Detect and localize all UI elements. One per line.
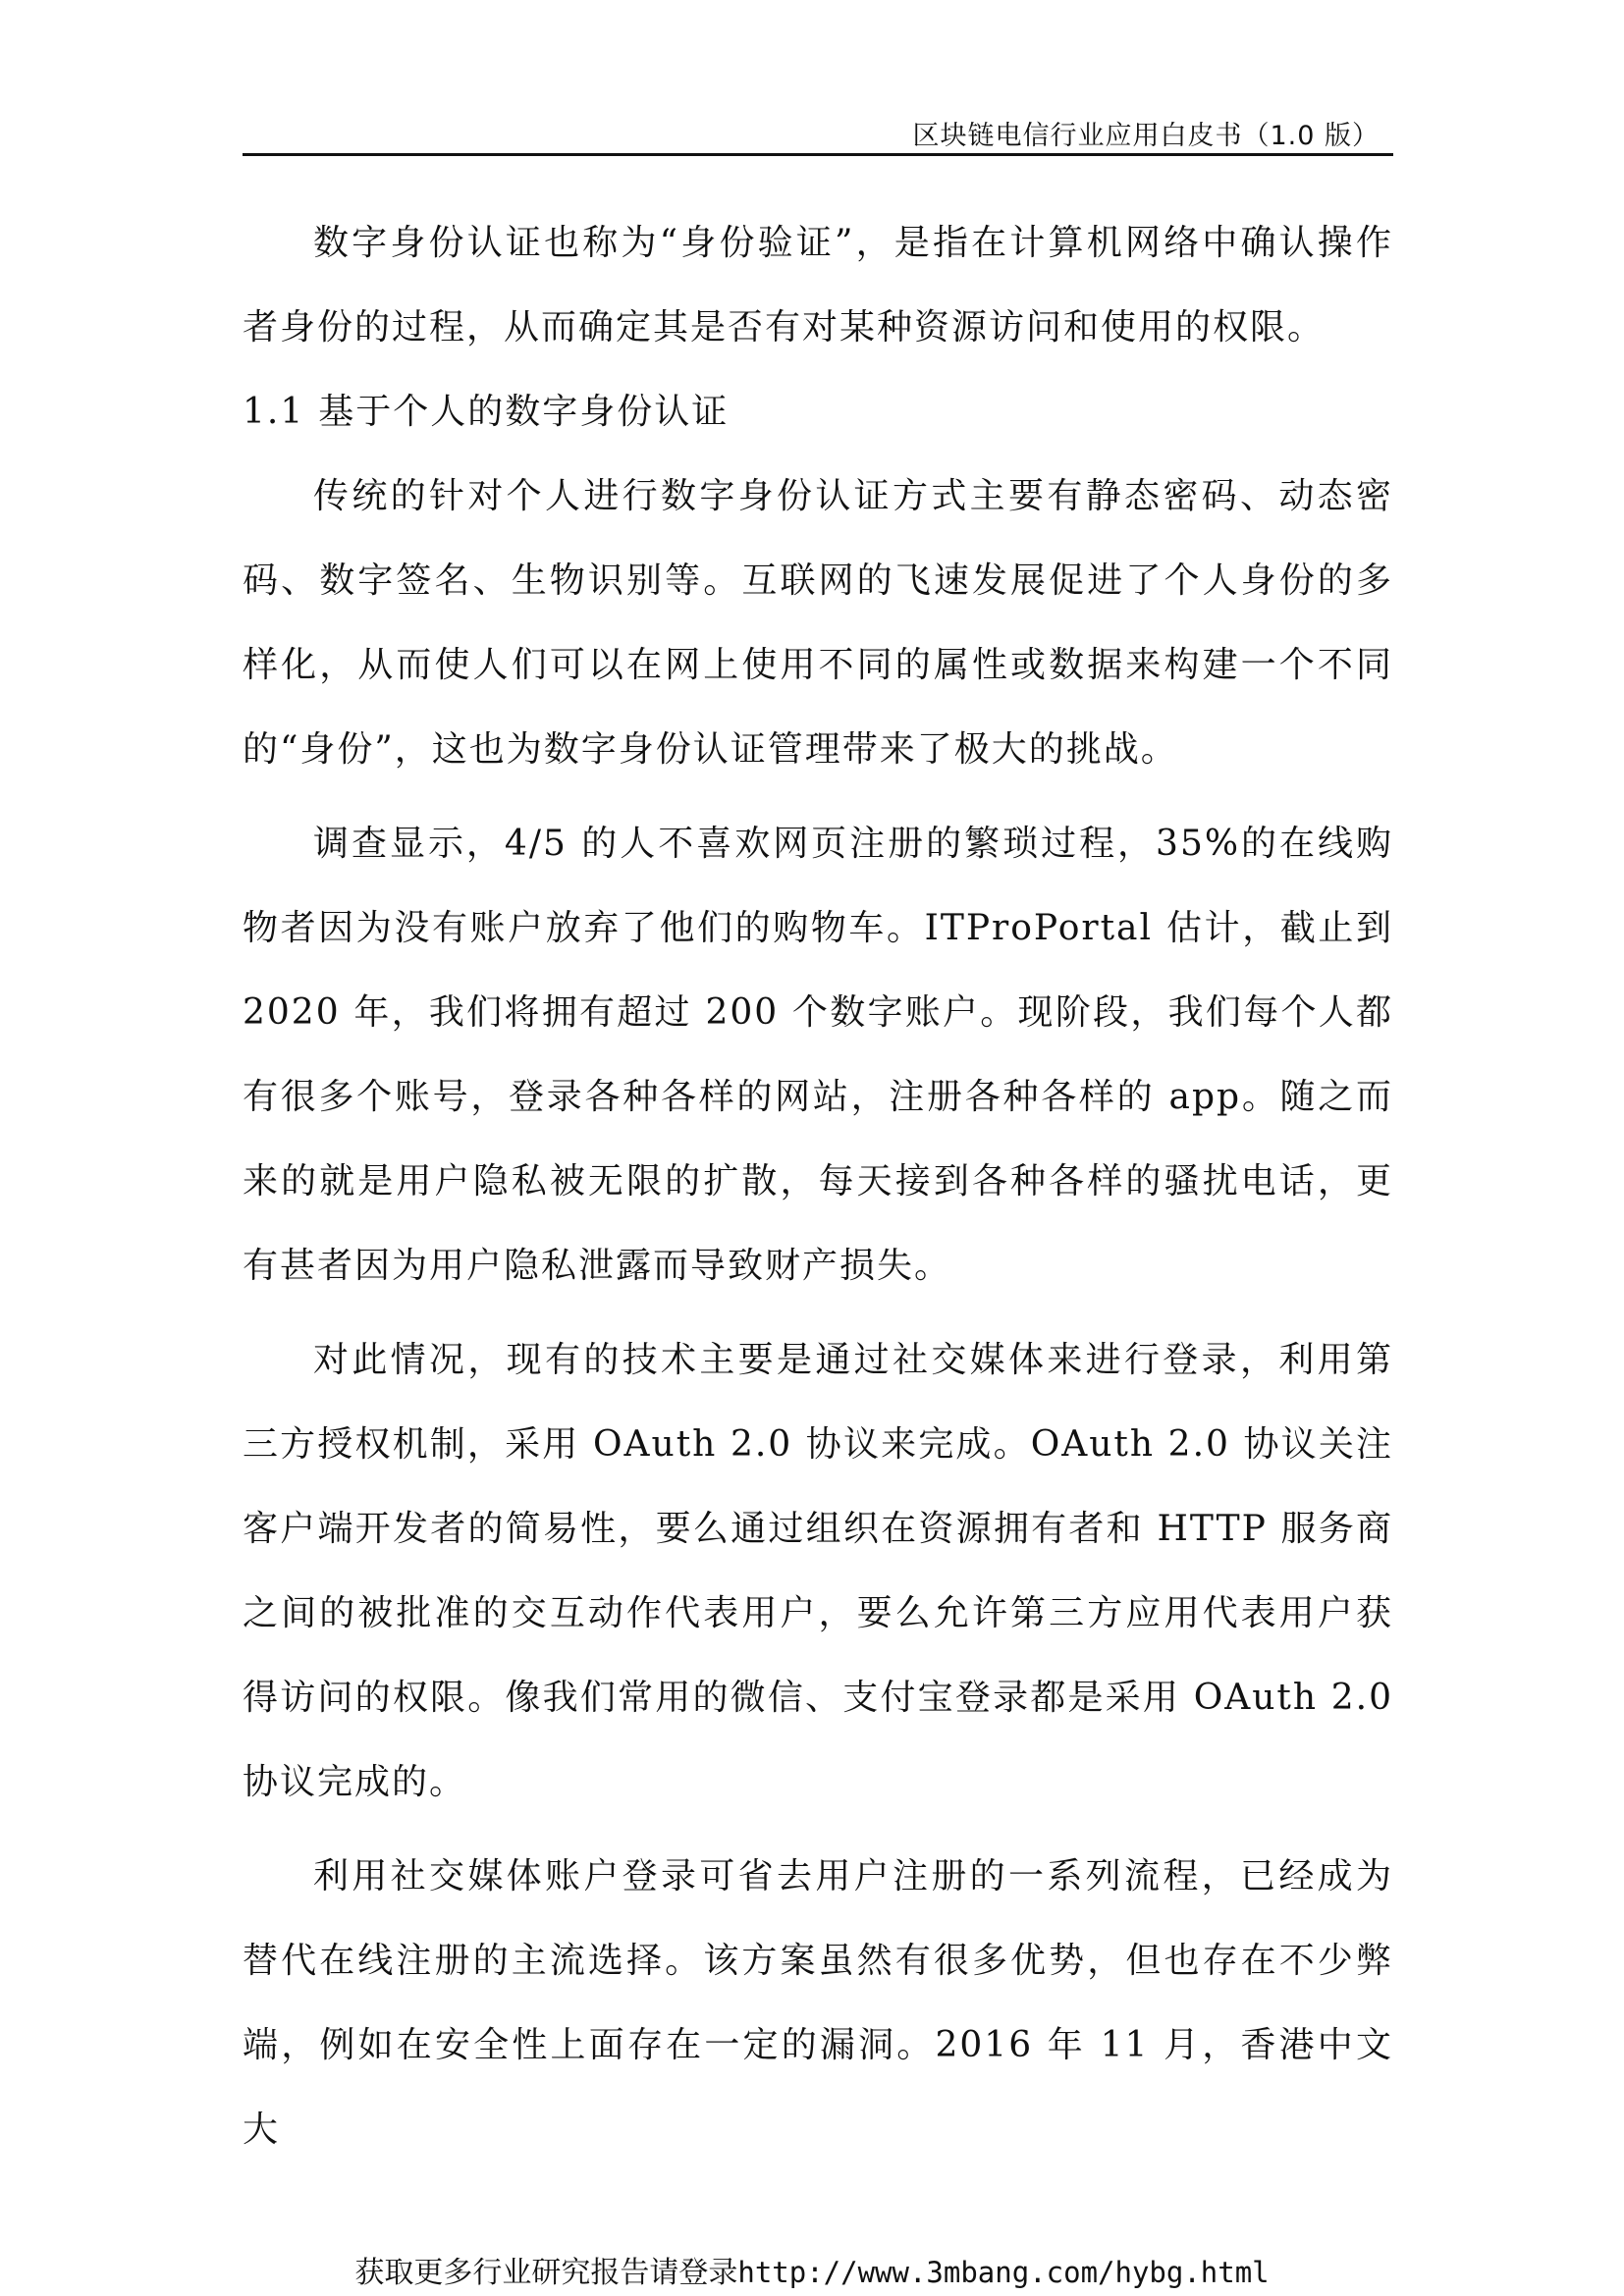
- paragraph-1: 传统的针对个人进行数字身份认证方式主要有静态密码、动态密码、数字签名、生物识别等。互联网的飞速发展促进了个人身份的多样化，从而使人们可以在网上使用不同的属性或数据来构建一个不同的“身份”，这也为数字身份认证管理带来了极大的挑战。: [243, 476, 1393, 770]
- section-number: 1.1: [243, 392, 305, 432]
- header-title: 区块链电信行业应用白皮书（1.0 版）: [912, 121, 1380, 151]
- intro-paragraph: 数字身份认证也称为“身份验证”，是指在计算机网络中确认操作者身份的过程，从而确定其是否有对某种资源访问和使用的权限。: [243, 223, 1393, 347]
- paragraph-4: 利用社交媒体账户登录可省去用户注册的一系列流程，已经成为替代在线注册的主流选择。该方案虽然有很多优势，但也存在不少弊端，例如在安全性上面存在一定的漏洞。2016 年 11 月，香港中文大: [243, 1856, 1393, 2150]
- paragraph-2: 调查显示，4/5 的人不喜欢网页注册的繁琐过程，35%的在线购物者因为没有账户放弃了他们的购物车。ITProPortal 估计，截止到 2020 年，我们将拥有超过 200 个数字账户。现阶段，我们每个人都有很多个账号，登录各种各样的网站，注册各种各样的 app。随之而来的就是用户隐私被无限的扩散，每天接到各种各样的骚扰电话，更有甚者因为用户隐私泄露而导致财产损失。: [243, 824, 1393, 1286]
- page-header: [243, 110, 1393, 156]
- footer-link[interactable]: http://www.3mbang.com/hybg.html: [737, 2256, 1270, 2289]
- section-title: 基于个人的数字身份认证: [318, 392, 730, 432]
- page-footer: [0, 2248, 1624, 2291]
- section-heading: [243, 370, 1393, 454]
- page-body: [243, 201, 1393, 2172]
- footer-prompt: 获取更多行业研究报告请登录: [354, 2256, 738, 2290]
- paragraph-3: 对此情况，现有的技术主要是通过社交媒体来进行登录，利用第三方授权机制，采用 OAuth 2.0 协议来完成。OAuth 2.0 协议关注客户端开发者的简易性，要么通过组织在资源拥有者和 HTTP 服务商之间的被批准的交互动作代表用户，要么允许第三方应用代表用户获得访问的权限。像我们常用的微信、支付宝登录都是采用 OAuth 2.0 协议完成的。: [243, 1340, 1393, 1802]
